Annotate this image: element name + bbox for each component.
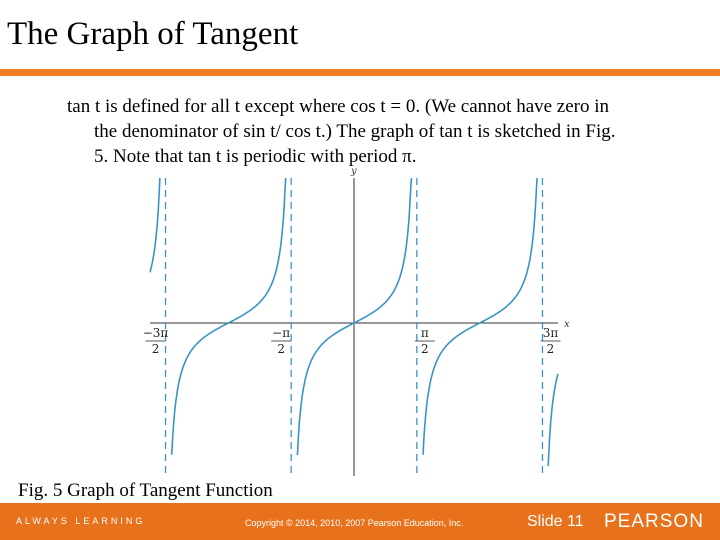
tick-label-denominator: 2 (151, 342, 160, 356)
title-divider (0, 69, 720, 76)
footer-copyright: Copyright © 2014, 2010, 2007 Pearson Education, Inc. (245, 518, 464, 528)
tick-label-numerator: −π (272, 326, 291, 340)
tick-label-denominator: 2 (546, 342, 555, 356)
y-axis-label: y (351, 166, 357, 177)
tangent-graph (142, 164, 580, 476)
tangent-branch (150, 178, 160, 272)
figure-caption: Fig. 5 Graph of Tangent Function (18, 480, 273, 501)
footer-tagline: ALWAYS LEARNING (16, 516, 146, 526)
body-line-1: tan t is defined for all t except where cos t = 0. (We cannot have zero in (67, 96, 610, 117)
tick-label-numerator: −3π (142, 326, 169, 340)
x-axis-label: x (564, 319, 570, 330)
tangent-branch (172, 178, 286, 455)
tick-label-denominator: 2 (421, 342, 429, 356)
tangent-branch (420, 178, 537, 455)
brand-logo: PEARSON (604, 511, 704, 532)
slide-number: Slide 11 (527, 513, 584, 530)
footer-bar (0, 503, 720, 540)
tick-label-numerator: 3π (542, 326, 559, 340)
body-paragraph (67, 94, 667, 169)
body-line-2: the denominator of sin t/ cos t.) The graph of tan t is sketched in Fig. (94, 121, 616, 142)
slide-title: The Graph of Tangent (7, 16, 299, 52)
tick-label-denominator: 2 (277, 342, 285, 356)
tick-label-numerator: π (420, 326, 429, 340)
body-line-3: 5. Note that tan t is periodic with period π. (94, 146, 417, 167)
tangent-branch (548, 374, 558, 466)
